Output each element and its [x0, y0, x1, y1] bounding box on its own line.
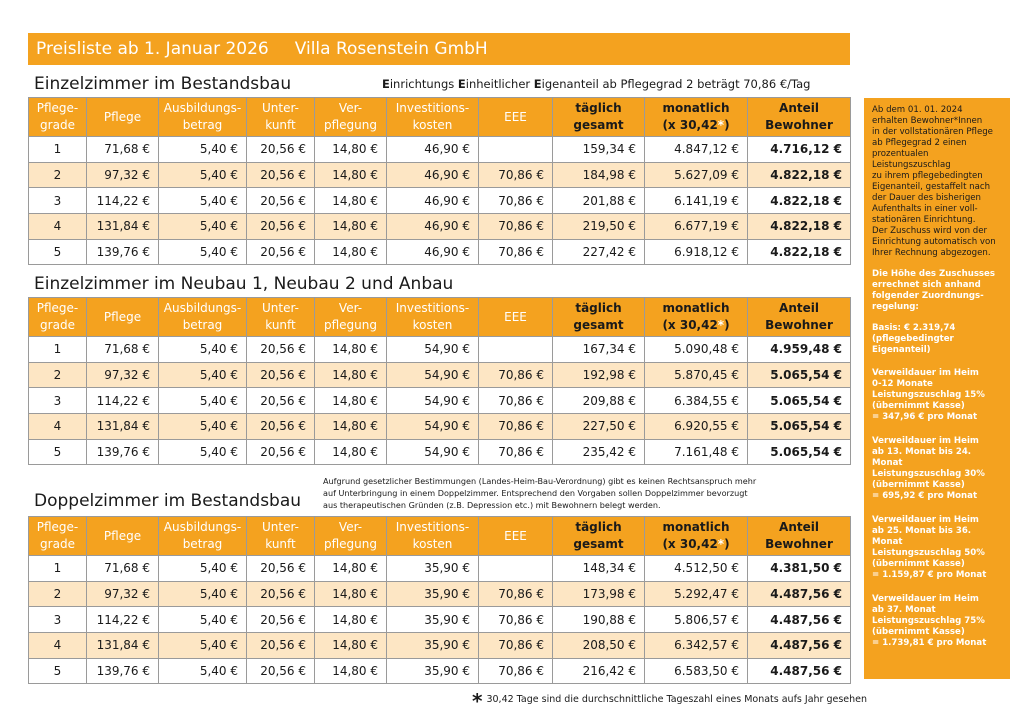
table-cell: 14,80 € — [315, 162, 387, 188]
price-table-doppel-bestand — [28, 516, 851, 684]
table-cell: 3 — [29, 388, 87, 414]
sidebar-line: ab 13. Monat bis 24. Monat — [872, 447, 972, 468]
table-cell: 227,50 € — [553, 414, 645, 440]
sidebar-line: Aufenthalts in einer voll- — [872, 204, 978, 214]
col-unterkunft: Unter- kunft — [247, 517, 315, 556]
col-ausbildungsbetrag: Ausbildungs- betrag — [159, 98, 247, 137]
table-cell: 131,84 € — [87, 633, 159, 659]
col-taeglich: täglich gesamt — [553, 98, 645, 137]
table-cell: 70,86 € — [479, 188, 553, 214]
table-cell: 235,42 € — [553, 439, 645, 465]
col-pflege: Pflege — [87, 98, 159, 137]
sidebar-line: Die Höhe des Zuschusses — [872, 269, 995, 279]
table-row — [29, 388, 851, 414]
table-cell: 71,68 € — [87, 556, 159, 582]
table-header-row — [29, 298, 851, 337]
table-cell: 14,80 € — [315, 414, 387, 440]
table-cell: 14,80 € — [315, 581, 387, 607]
table-cell: 4.487,56 € — [748, 633, 851, 659]
table-cell: 4.847,12 € — [645, 137, 748, 163]
sidebar-tiers — [872, 368, 1004, 649]
sidebar-line: Verweildauer im Heim — [872, 436, 979, 446]
table-cell: 20,56 € — [247, 337, 315, 363]
table-cell: 46,90 € — [387, 214, 479, 240]
table-cell: 20,56 € — [247, 633, 315, 659]
table-cell: 219,50 € — [553, 214, 645, 240]
table-cell: 139,76 € — [87, 439, 159, 465]
sidebar-line: (übernimmt Kasse) — [872, 559, 965, 569]
sidebar-line: ab 37. Monat — [872, 605, 936, 615]
table-cell: 5,40 € — [159, 362, 247, 388]
sidebar-line: = 347,96 € pro Monat — [872, 412, 978, 422]
sidebar-line: ab 25. Monat bis 36. Monat — [872, 526, 972, 547]
sidebar-line: Leistungszuschlag 15% — [872, 390, 985, 400]
title-banner — [28, 33, 850, 65]
table-cell: 114,22 € — [87, 607, 159, 633]
sidebar-line: (übernimmt Kasse) — [872, 627, 965, 637]
sidebar-line: ab Pflegegrad 2 einen — [872, 138, 967, 148]
table-cell: 14,80 € — [315, 137, 387, 163]
table-cell: 5,40 € — [159, 607, 247, 633]
footnote — [472, 689, 867, 713]
table-cell: 46,90 € — [387, 188, 479, 214]
table-cell: 5,40 € — [159, 137, 247, 163]
col-anteil-bewohner: Anteil Bewohner — [748, 98, 851, 137]
col-eee: EEE — [479, 298, 553, 337]
col-investitionskosten: Investitions- kosten — [387, 98, 479, 137]
col-verpflegung: Ver- pflegung — [315, 98, 387, 137]
table-cell: 20,56 € — [247, 388, 315, 414]
table-cell: 35,90 € — [387, 633, 479, 659]
table-cell: 114,22 € — [87, 188, 159, 214]
sidebar-zuschlag-info — [864, 98, 1010, 679]
table-cell: 70,86 € — [479, 388, 553, 414]
col-monatlich: monatlich (x 30,42*) — [645, 298, 748, 337]
table-cell: 4.381,50 € — [748, 556, 851, 582]
table-cell: 5 — [29, 439, 87, 465]
sidebar-line: stationären Einrichtung. — [872, 215, 976, 225]
table-cell: 5,40 € — [159, 239, 247, 265]
table-cell: 97,32 € — [87, 581, 159, 607]
sidebar-line: Eigenanteil, gestaffelt nach — [872, 182, 991, 192]
footnote-text: 30,42 Tage sind die durchschnittliche Tageszahl eines Monats aufs Jahr gesehen — [486, 694, 868, 705]
sidebar-line: Ab dem 01. 01. 2024 — [872, 105, 963, 115]
table-cell: 167,34 € — [553, 337, 645, 363]
col-ausbildungsbetrag: Ausbildungs- betrag — [159, 298, 247, 337]
table-row — [29, 337, 851, 363]
col-pflegegrade: Pflege- grade — [29, 517, 87, 556]
sidebar-tier — [872, 436, 1004, 502]
table-cell: 70,86 € — [479, 439, 553, 465]
col-anteil-bewohner: Anteil Bewohner — [748, 517, 851, 556]
sidebar-line: = 695,92 € pro Monat — [872, 491, 978, 501]
table-cell: 54,90 € — [387, 388, 479, 414]
sidebar-line: Verweildauer im Heim — [872, 594, 979, 604]
col-anteil-bewohner: Anteil Bewohner — [748, 298, 851, 337]
table-cell: 4.822,18 € — [748, 162, 851, 188]
table-cell: 139,76 € — [87, 239, 159, 265]
sidebar-line: Verweildauer im Heim — [872, 515, 979, 525]
table-cell: 5.870,45 € — [645, 362, 748, 388]
table-cell: 35,90 € — [387, 607, 479, 633]
table-row — [29, 439, 851, 465]
table-cell: 5,40 € — [159, 214, 247, 240]
table-cell: 2 — [29, 162, 87, 188]
table-cell: 4.959,48 € — [748, 337, 851, 363]
table-cell: 3 — [29, 607, 87, 633]
table-cell: 131,84 € — [87, 414, 159, 440]
sidebar-line: = 1.159,87 € pro Monat — [872, 570, 987, 580]
table-cell: 6.920,55 € — [645, 414, 748, 440]
table-cell: 5.806,57 € — [645, 607, 748, 633]
table-cell: 131,84 € — [87, 214, 159, 240]
table-cell: 20,56 € — [247, 581, 315, 607]
col-monatlich: monatlich (x 30,42*) — [645, 98, 748, 137]
table-cell: 201,88 € — [553, 188, 645, 214]
sidebar-line: folgender Zuordnungs- — [872, 291, 984, 301]
table-cell: 4.822,18 € — [748, 214, 851, 240]
sidebar-line: Verweildauer im Heim — [872, 368, 979, 378]
table-cell: 97,32 € — [87, 362, 159, 388]
table-cell: 20,56 € — [247, 214, 315, 240]
table-cell: 5 — [29, 239, 87, 265]
table-cell: 5,40 € — [159, 581, 247, 607]
table-cell: 14,80 € — [315, 239, 387, 265]
table-cell: 20,56 € — [247, 414, 315, 440]
table-cell: 70,86 € — [479, 581, 553, 607]
price-table-einzel-neubau — [28, 297, 851, 465]
table-cell: 71,68 € — [87, 137, 159, 163]
col-taeglich: täglich gesamt — [553, 298, 645, 337]
sidebar-line: Der Zuschuss wird von der — [872, 226, 988, 236]
table-cell: 14,80 € — [315, 633, 387, 659]
section-title-einzel-neubau: Einzelzimmer im Neubau 1, Neubau 2 und Anbau — [34, 274, 454, 294]
section-title-doppel-bestand: Doppelzimmer im Bestandsbau — [34, 491, 302, 511]
sidebar-intro — [872, 105, 1004, 259]
table-cell: 1 — [29, 337, 87, 363]
table-row — [29, 414, 851, 440]
table-cell: 70,86 € — [479, 607, 553, 633]
sidebar-line: Leistungszuschlag 30% — [872, 469, 985, 479]
table-cell — [479, 556, 553, 582]
table-cell: 190,88 € — [553, 607, 645, 633]
table-cell: 114,22 € — [87, 388, 159, 414]
table-cell: 6.384,55 € — [645, 388, 748, 414]
table-cell: 4.487,56 € — [748, 658, 851, 684]
table-cell: 5,40 € — [159, 633, 247, 659]
table-cell: 5,40 € — [159, 658, 247, 684]
table-cell: 5.065,54 € — [748, 414, 851, 440]
table-cell: 2 — [29, 362, 87, 388]
table-row — [29, 162, 851, 188]
table-row — [29, 137, 851, 163]
table-cell: 184,98 € — [553, 162, 645, 188]
table-cell: 5.065,54 € — [748, 362, 851, 388]
price-table-einzel-bestand — [28, 97, 851, 265]
table-cell: 14,80 € — [315, 439, 387, 465]
table-cell: 159,34 € — [553, 137, 645, 163]
col-pflege: Pflege — [87, 517, 159, 556]
table-cell: 209,88 € — [553, 388, 645, 414]
col-pflege: Pflege — [87, 298, 159, 337]
doppelzimmer-note: Aufgrund gesetzlicher Bestimmungen (Landes-Heim-Bau-Verordnung) gibt es keinen Rechtsanspruch mehr auf Unterbringung in einem Doppelzimmer. Entsprechend den Vorgaben sollen Doppelzimmer bevorzugt aus therapeutischen Gründen (z.B. Depression etc.) mit Bewohnern belegt werden. — [323, 476, 757, 510]
table-cell: 5 — [29, 658, 87, 684]
table-cell: 148,34 € — [553, 556, 645, 582]
table-cell: 70,86 € — [479, 633, 553, 659]
table-cell: 20,56 € — [247, 658, 315, 684]
col-eee: EEE — [479, 517, 553, 556]
sidebar-line: in der vollstationären Pflege — [872, 127, 993, 137]
sidebar-tier — [872, 368, 1004, 423]
table-cell: 14,80 € — [315, 188, 387, 214]
table-cell: 46,90 € — [387, 239, 479, 265]
col-ausbildungsbetrag: Ausbildungs- betrag — [159, 517, 247, 556]
table-cell: 70,86 € — [479, 239, 553, 265]
table-row — [29, 188, 851, 214]
table-cell: 14,80 € — [315, 658, 387, 684]
col-monatlich: monatlich (x 30,42*) — [645, 517, 748, 556]
table-cell: 46,90 € — [387, 137, 479, 163]
table-row — [29, 581, 851, 607]
sidebar-line: erhalten Bewohner*Innen — [872, 116, 983, 126]
table-cell: 5,40 € — [159, 439, 247, 465]
document-title: Preisliste ab 1. Januar 2026 — [36, 39, 269, 59]
table-cell: 4.716,12 € — [748, 137, 851, 163]
table-cell: 97,32 € — [87, 162, 159, 188]
table-row — [29, 239, 851, 265]
table-cell: 4.822,18 € — [748, 239, 851, 265]
table-cell: 7.161,48 € — [645, 439, 748, 465]
table-cell: 5,40 € — [159, 188, 247, 214]
sidebar-line: Basis: € 2.319,74 — [872, 323, 956, 333]
table-cell: 5.292,47 € — [645, 581, 748, 607]
col-pflegegrade: Pflege- grade — [29, 298, 87, 337]
sidebar-line: prozentualen Leistungszuschlag — [872, 149, 951, 170]
table-cell: 70,86 € — [479, 414, 553, 440]
table-cell: 54,90 € — [387, 414, 479, 440]
table-cell: 227,42 € — [553, 239, 645, 265]
table-header-row — [29, 517, 851, 556]
table-cell: 20,56 € — [247, 239, 315, 265]
table-cell: 20,56 € — [247, 439, 315, 465]
table-row — [29, 658, 851, 684]
table-cell: 1 — [29, 556, 87, 582]
table-cell: 5.065,54 € — [748, 439, 851, 465]
sidebar-line: (pflegebedingter Eigenanteil) — [872, 334, 954, 355]
table-cell: 70,86 € — [479, 362, 553, 388]
table-cell: 20,56 € — [247, 607, 315, 633]
table-cell: 35,90 € — [387, 556, 479, 582]
sidebar-line: (übernimmt Kasse) — [872, 480, 965, 490]
table-cell — [479, 337, 553, 363]
table-cell: 70,86 € — [479, 162, 553, 188]
sidebar-line: Einrichtung automatisch von — [872, 237, 996, 247]
table-cell: 4.822,18 € — [748, 188, 851, 214]
col-taeglich: täglich gesamt — [553, 517, 645, 556]
table-cell: 4.487,56 € — [748, 581, 851, 607]
col-verpflegung: Ver- pflegung — [315, 298, 387, 337]
sidebar-tier — [872, 515, 1004, 581]
col-pflegegrade: Pflege- grade — [29, 98, 87, 137]
table-cell: 4 — [29, 633, 87, 659]
sidebar-line: zu ihrem pflegebedingten — [872, 171, 983, 181]
table-cell: 5,40 € — [159, 162, 247, 188]
eee-note: Einrichtungs Einheitlicher Eigenanteil ab Pflegegrad 2 beträgt 70,86 €/Tag — [382, 77, 811, 91]
col-verpflegung: Ver- pflegung — [315, 517, 387, 556]
table-cell: 54,90 € — [387, 337, 479, 363]
table-cell: 14,80 € — [315, 388, 387, 414]
sidebar-basis — [872, 323, 1004, 356]
table-cell: 173,98 € — [553, 581, 645, 607]
table-cell: 6.583,50 € — [645, 658, 748, 684]
table-cell: 4.487,56 € — [748, 607, 851, 633]
table-cell: 216,42 € — [553, 658, 645, 684]
table-cell: 208,50 € — [553, 633, 645, 659]
table-cell: 6.677,19 € — [645, 214, 748, 240]
table-row — [29, 607, 851, 633]
table-cell: 5,40 € — [159, 556, 247, 582]
section-title-einzel-bestand: Einzelzimmer im Bestandsbau — [34, 74, 292, 94]
table-cell: 14,80 € — [315, 337, 387, 363]
table-cell: 5.627,09 € — [645, 162, 748, 188]
sidebar-line: Ihrer Rechnung abgezogen. — [872, 248, 991, 258]
table-cell: 70,86 € — [479, 214, 553, 240]
table-cell: 20,56 € — [247, 188, 315, 214]
table-cell: 54,90 € — [387, 362, 479, 388]
table-cell: 4 — [29, 214, 87, 240]
table-cell: 35,90 € — [387, 658, 479, 684]
sidebar-line: errechnet sich anhand — [872, 280, 981, 290]
table-cell: 3 — [29, 188, 87, 214]
table-cell: 71,68 € — [87, 337, 159, 363]
table-cell: 192,98 € — [553, 362, 645, 388]
sidebar-line: = 1.739,81 € pro Monat — [872, 638, 987, 648]
table-cell: 20,56 € — [247, 362, 315, 388]
table-cell: 14,80 € — [315, 556, 387, 582]
table-cell: 20,56 € — [247, 162, 315, 188]
table-cell: 46,90 € — [387, 162, 479, 188]
table-row — [29, 556, 851, 582]
sidebar-line: Leistungszuschlag 50% — [872, 548, 985, 558]
table-cell: 20,56 € — [247, 556, 315, 582]
table-cell: 6.141,19 € — [645, 188, 748, 214]
sidebar-line: Leistungszuschlag 75% — [872, 616, 985, 626]
table-row — [29, 362, 851, 388]
table-cell: 6.342,57 € — [645, 633, 748, 659]
table-cell: 2 — [29, 581, 87, 607]
sidebar-calc — [872, 269, 1004, 313]
table-cell — [479, 137, 553, 163]
sidebar-line: (übernimmt Kasse) — [872, 401, 965, 411]
company-name: Villa Rosenstein GmbH — [294, 39, 488, 59]
sidebar-line: regelung: — [872, 302, 919, 312]
sidebar-line: 0-12 Monate — [872, 379, 933, 389]
table-cell: 5.090,48 € — [645, 337, 748, 363]
table-cell: 4.512,50 € — [645, 556, 748, 582]
table-row — [29, 633, 851, 659]
table-cell: 4 — [29, 414, 87, 440]
table-cell: 1 — [29, 137, 87, 163]
table-cell: 54,90 € — [387, 439, 479, 465]
table-cell: 5,40 € — [159, 388, 247, 414]
table-cell: 14,80 € — [315, 214, 387, 240]
sidebar-line: der Dauer des bisherigen — [872, 193, 982, 203]
table-cell: 5.065,54 € — [748, 388, 851, 414]
table-cell: 70,86 € — [479, 658, 553, 684]
col-unterkunft: Unter- kunft — [247, 298, 315, 337]
sidebar-tier — [872, 594, 1004, 649]
table-cell: 6.918,12 € — [645, 239, 748, 265]
col-investitionskosten: Investitions- kosten — [387, 298, 479, 337]
table-header-row — [29, 98, 851, 137]
asterisk-mark: * — [472, 689, 483, 713]
table-cell: 139,76 € — [87, 658, 159, 684]
table-cell: 14,80 € — [315, 607, 387, 633]
table-cell: 14,80 € — [315, 362, 387, 388]
table-cell: 5,40 € — [159, 337, 247, 363]
col-unterkunft: Unter- kunft — [247, 98, 315, 137]
table-cell: 20,56 € — [247, 137, 315, 163]
table-cell: 35,90 € — [387, 581, 479, 607]
table-row — [29, 214, 851, 240]
col-investitionskosten: Investitions- kosten — [387, 517, 479, 556]
col-eee: EEE — [479, 98, 553, 137]
table-cell: 5,40 € — [159, 414, 247, 440]
